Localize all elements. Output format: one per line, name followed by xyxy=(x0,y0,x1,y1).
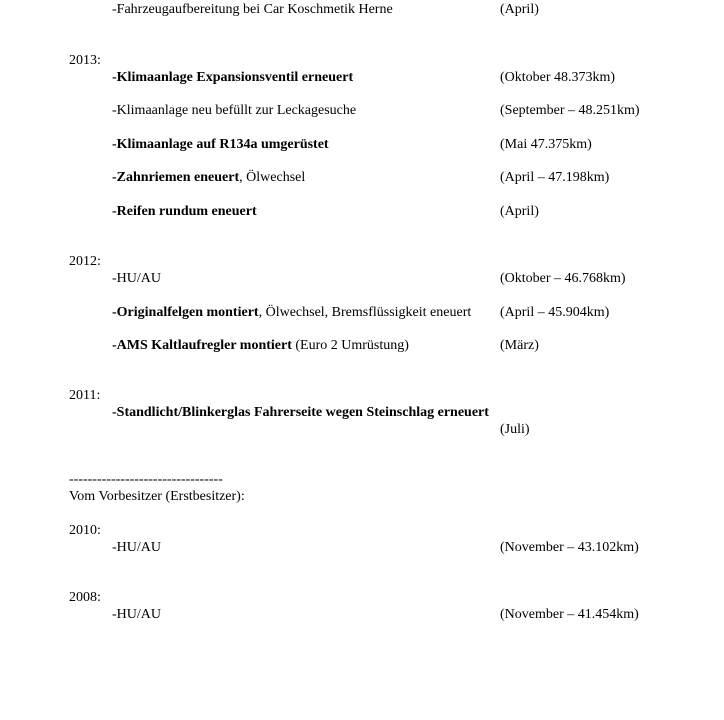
previous-owner-heading: Vom Vorbesitzer (Erstbesitzer): xyxy=(69,489,245,504)
entry-2012-1 xyxy=(112,270,161,287)
entry-2012-3 xyxy=(112,337,409,354)
entry-2008-1 xyxy=(112,606,161,623)
entry-date: (September – 48.251km) xyxy=(500,103,640,118)
entry-bold: -Klimaanlage auf R134a umgerüstet xyxy=(112,137,329,152)
entry-date: (November – 41.454km) xyxy=(500,607,639,622)
separator-line: --------------------------------- xyxy=(69,472,223,487)
entry-2013-4 xyxy=(112,169,305,186)
year-label-2012: 2012: xyxy=(69,254,101,269)
entry-rest: (Euro 2 Umrüstung) xyxy=(291,338,409,353)
year-label-2013: 2013: xyxy=(69,53,101,68)
entry-date: (Oktober – 46.768km) xyxy=(500,271,626,286)
entry-rest: -HU/AU xyxy=(112,607,161,622)
entry-date: (Mai 47.375km) xyxy=(500,137,592,152)
entry-bold: -AMS Kaltlaufregler montiert xyxy=(112,338,292,353)
entry-bold: -Zahnriemen eneuert xyxy=(112,170,240,185)
year-label-2008: 2008: xyxy=(69,590,101,605)
entry-rest: -HU/AU xyxy=(112,540,161,555)
entry-date: (März) xyxy=(500,338,539,353)
entry-fahrzeugaufbereitung xyxy=(112,1,393,18)
entry-rest: -Klimaanlage neu befüllt zur Leckagesuche xyxy=(112,103,357,118)
entry-bold: -Reifen rundum eneuert xyxy=(112,204,257,219)
entry-2012-2 xyxy=(112,304,471,321)
entry-date: (April) xyxy=(500,2,539,17)
entry-date: (November – 43.102km) xyxy=(500,540,639,555)
entry-text: -Fahrzeugaufbereitung bei Car Koschmetik Herne xyxy=(112,2,393,17)
entry-bold: -Originalfelgen montiert xyxy=(112,305,259,320)
entry-2013-1 xyxy=(112,69,353,86)
entry-2013-2 xyxy=(112,102,356,119)
entry-bold: -Klimaanlage Expansionsventil erneuert xyxy=(112,70,354,85)
entry-2010-1 xyxy=(112,539,161,556)
entry-rest: , Ölwechsel, Bremsflüssigkeit eneuert xyxy=(258,305,472,320)
year-label-2011: 2011: xyxy=(69,388,101,403)
entry-rest: , Ölwechsel xyxy=(239,170,306,185)
entry-date: (April – 47.198km) xyxy=(500,170,610,185)
entry-2013-3 xyxy=(112,136,329,153)
entry-bold: -Standlicht/Blinkerglas Fahrerseite wegen Steinschlag erneuert xyxy=(112,405,489,420)
entry-date: (Oktober 48.373km) xyxy=(500,70,616,85)
entry-date: (Juli) xyxy=(500,422,530,437)
entry-2011-1 xyxy=(112,404,489,421)
entry-rest: -HU/AU xyxy=(112,271,161,286)
entry-2013-5 xyxy=(112,203,257,220)
entry-date: (April) xyxy=(500,204,539,219)
entry-date: (April – 45.904km) xyxy=(500,305,610,320)
year-label-2010: 2010: xyxy=(69,523,101,538)
